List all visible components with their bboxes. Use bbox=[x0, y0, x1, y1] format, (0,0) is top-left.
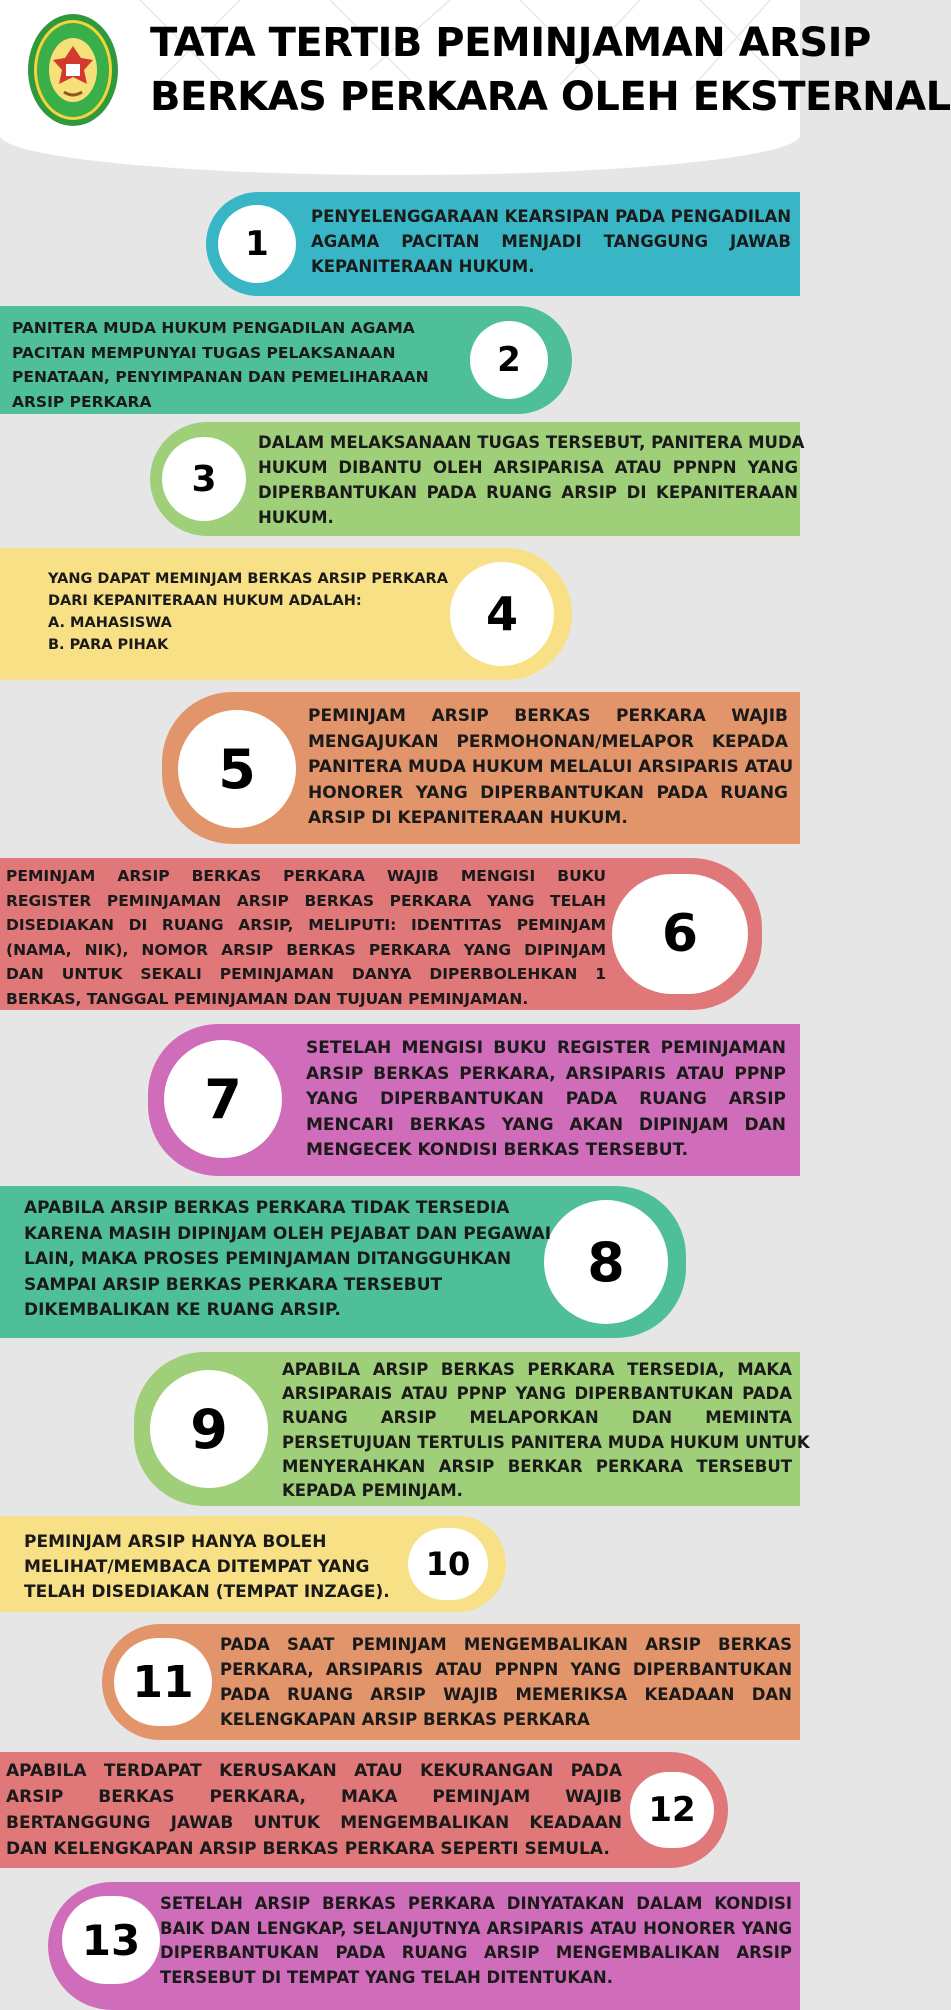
rule-4-option-a: A. MAHASISWA bbox=[48, 615, 172, 631]
rule-text-3: DALAM MELAKSANAAN TUGAS TERSEBUT, PANITERA MUDA HUKUM DIBANTU OLEH ARSIPARISA ATAU PPNPN YANG DIPERBANTUKAN PADA RUANG ARSIP DI KEPANITERAAN HUKUM. bbox=[258, 433, 805, 527]
rule-text-5: PEMINJAM ARSIP BERKAS PERKARA WAJIB MENGAJUKAN PERMOHONAN/MELAPOR KEPADA PANITERA MUDA HUKUM MELALUI ARSIPARIS ATAU HONORER YANG DIPERBANTUKAN PADA RUANG ARSIP DI KEPANITERAAN HUKUM. bbox=[308, 706, 794, 828]
rule-number-7: 7 bbox=[164, 1040, 282, 1158]
rule-band-9 bbox=[134, 1352, 810, 1506]
rule-text-4-intro: YANG DAPAT MEMINJAM BERKAS ARSIP PERKARA DARI KEPANITERAAN HUKUM ADALAH: bbox=[48, 571, 448, 609]
rule-number-2: 2 bbox=[470, 321, 548, 399]
rule-text-9: APABILA ARSIP BERKAS PERKARA TERSEDIA, MAKA ARSIPARAIS ATAU PPNP YANG DIPERBANTUKAN PADA RUANG ARSIP MELAPORKAN DAN MEMINTA PERSETUJUAN TERTULIS PANITERA MUDA HUKUM UNTUK MENYERAHKAN ARSIP BERKAR PERKARA TERSEBUT KEPADA PEMINJAM. bbox=[282, 1360, 810, 1501]
rule-number-8: 8 bbox=[544, 1200, 668, 1324]
rule-number-3: 3 bbox=[162, 437, 246, 521]
rule-text-7: SETELAH MENGISI BUKU REGISTER PEMINJAMAN ARSIP BERKAS PERKARA, ARSIPARIS ATAU PPNP YANG DIPERBANTUKAN PADA RUANG ARSIP MENCARI BERKAS YANG AKAN DIPINJAM DAN MENGECEK KONDISI BERKAS TERSEBUT. bbox=[306, 1038, 786, 1160]
title-line-2: BERKAS PERKARA OLEH EKSTERNAL bbox=[150, 74, 951, 120]
rule-number-5: 5 bbox=[178, 710, 296, 828]
rule-text-4 bbox=[48, 568, 458, 656]
rule-band-5 bbox=[162, 692, 800, 844]
rule-band-4 bbox=[0, 548, 572, 680]
rule-band-7 bbox=[148, 1024, 800, 1176]
rule-band-8 bbox=[0, 1186, 686, 1338]
rule-text-11: PADA SAAT PEMINJAM MENGEMBALIKAN ARSIP BERKAS PERKARA, ARSIPARIS ATAU PPNPN YANG DIPERBANTUKAN PADA RUANG ARSIP WAJIB MEMERIKSA KEADAAN DAN KELENGKAPAN ARSIP BERKAS PERKARA bbox=[220, 1635, 792, 1729]
rule-text-1: PENYELENGGARAAN KEARSIPAN PADA PENGADILAN AGAMA PACITAN MENJADI TANGGUNG JAWAB KEPANITERAAN HUKUM. bbox=[311, 207, 792, 276]
rule-band-13 bbox=[48, 1882, 800, 2010]
rule-number-6: 6 bbox=[612, 874, 748, 994]
title-line-1: TATA TERTIB PEMINJAMAN ARSIP bbox=[150, 20, 871, 66]
rule-number-10: 10 bbox=[408, 1528, 488, 1600]
rule-text-2: PANITERA MUDA HUKUM PENGADILAN AGAMA PACITAN MEMPUNYAI TUGAS PELAKSANAAN PENATAAN, PENYIMPANAN DAN PEMELIHARAAN ARSIP PERKARA bbox=[12, 319, 429, 411]
rule-number-13: 13 bbox=[62, 1896, 160, 1984]
rule-number-11: 11 bbox=[114, 1638, 212, 1726]
rule-number-9: 9 bbox=[150, 1370, 268, 1488]
rule-band-10 bbox=[0, 1516, 506, 1612]
rule-text-6: PEMINJAM ARSIP BERKAS PERKARA WAJIB MENGISI BUKU REGISTER PEMINJAMAN ARSIP BERKAS PERKARA YANG TELAH DISEDIAKAN DI RUANG ARSIP, MELIPUTI: IDENTITAS PEMINJAM (NAMA, NIK), NOMOR ARSIP BERKAS PERKARA YANG DIPINJAM DAN UNTUK SEKALI PEMINJAMAN DANYA DIPERBOLEHKAN 1 BERKAS, TANGGAL PEMINJAMAN DAN TUJUAN PEMINJAMAN. bbox=[6, 867, 606, 1008]
rule-number-1: 1 bbox=[218, 205, 296, 283]
rule-band-12 bbox=[0, 1752, 728, 1868]
rule-band-6 bbox=[0, 858, 762, 1010]
rule-text-8: APABILA ARSIP BERKAS PERKARA TIDAK TERSEDIA KARENA MASIH DIPINJAM OLEH PEJABAT DAN PEGAWAI LAIN, MAKA PROSES PEMINJAMAN DITANGGUHKAN SAMPAI ARSIP BERKAS PERKARA TERSEBUT DIKEMBALIKAN KE RUANG ARSIP. bbox=[24, 1198, 552, 1320]
court-logo bbox=[26, 12, 120, 128]
rule-band-2 bbox=[0, 306, 572, 414]
rule-4-option-b: B. PARA PIHAK bbox=[48, 637, 169, 653]
rule-band-1 bbox=[206, 192, 800, 296]
page-title bbox=[150, 16, 951, 124]
rule-band-3 bbox=[150, 422, 805, 536]
rule-band-11 bbox=[102, 1624, 800, 1740]
rule-text-10: PEMINJAM ARSIP HANYA BOLEH MELIHAT/MEMBACA DITEMPAT YANG TELAH DISEDIAKAN (TEMPAT INZAGE). bbox=[24, 1532, 390, 1602]
rule-text-13: SETELAH ARSIP BERKAS PERKARA DINYATAKAN DALAM KONDISI BAIK DAN LENGKAP, SELANJUTNYA ARSIPARIS ATAU HONORER YANG DIPERBANTUKAN PADA RUANG ARSIP MENGEMBALIKAN ARSIP TERSEBUT DI TEMPAT YANG TELAH DITENTUKAN. bbox=[160, 1894, 792, 1987]
header bbox=[0, 0, 951, 175]
rule-number-4: 4 bbox=[450, 562, 554, 666]
rule-text-12: APABILA TERDAPAT KERUSAKAN ATAU KEKURANGAN PADA ARSIP BERKAS PERKARA, MAKA PEMINJAM WAJIB BERTANGGUNG JAWAB UNTUK MENGEMBALIKAN KEADAAN DAN KELENGKAPAN ARSIP BERKAS PERKARA SEPERTI SEMULA. bbox=[6, 1761, 622, 1859]
rule-number-12: 12 bbox=[630, 1772, 714, 1848]
